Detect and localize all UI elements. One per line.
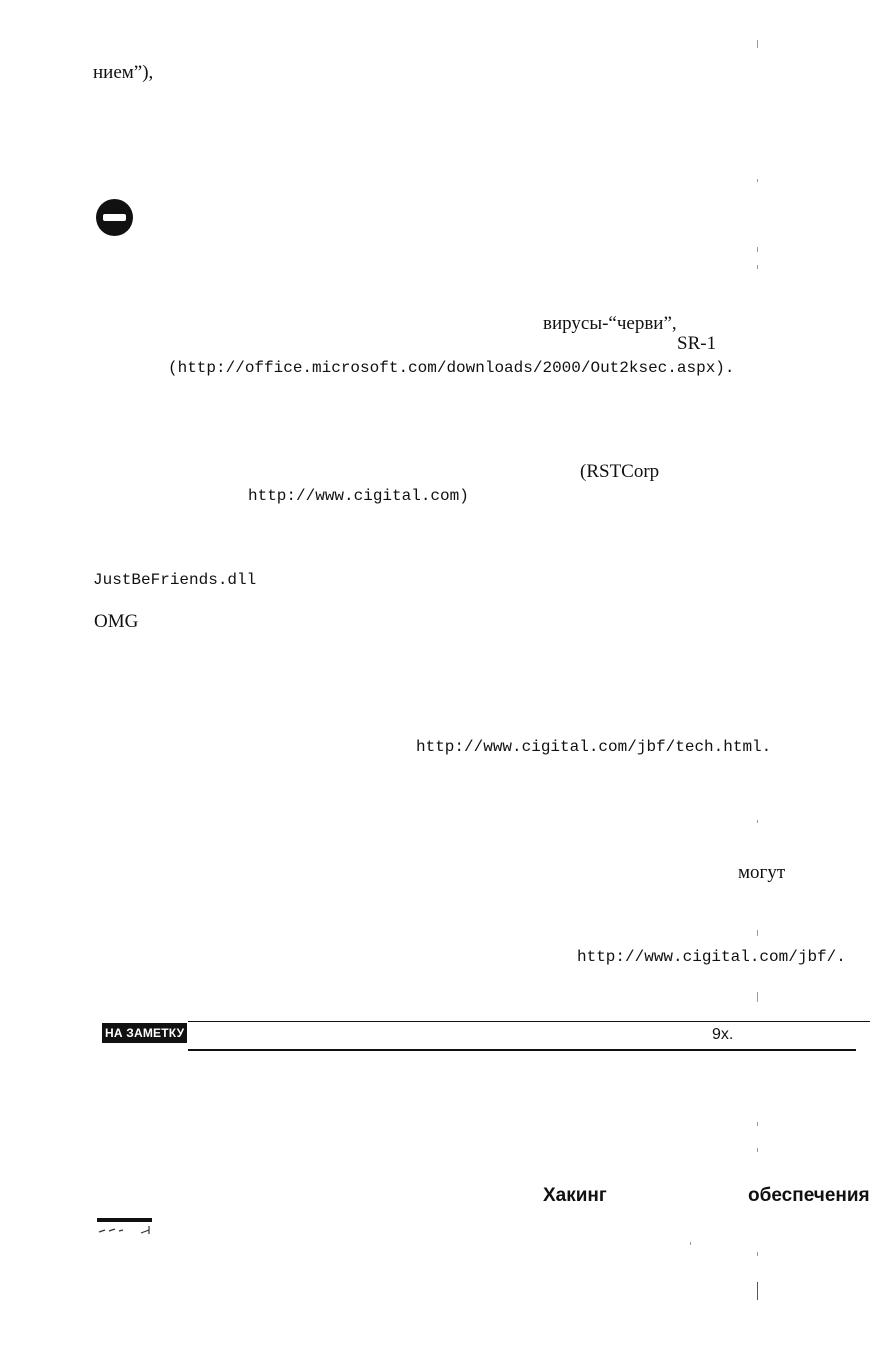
text-fragment: SR-1	[677, 333, 717, 354]
file-name: JustBeFriends.dll	[93, 571, 257, 589]
stop-icon	[96, 199, 133, 236]
note-badge: НА ЗАМЕТКУ	[102, 1023, 187, 1043]
text-fragment: нием”),	[93, 62, 154, 83]
scan-speck	[757, 820, 758, 823]
scan-speck	[757, 40, 758, 48]
scan-speck	[757, 992, 758, 1002]
text-fragment: (RSTCorp	[580, 461, 660, 482]
url-text: (http://office.microsoft.com/downloads/2000/Out2ksec.aspx).	[168, 359, 735, 377]
footer-title-word: обеспечения	[748, 1185, 870, 1206]
scan-speck	[757, 1122, 758, 1126]
text-fragment: вирусы-“черви”,	[543, 313, 677, 334]
scan-speck	[757, 930, 758, 936]
url-text: http://www.cigital.com)	[248, 487, 469, 505]
scan-speck	[757, 265, 758, 269]
url-text: http://www.cigital.com/jbf/tech.html.	[416, 738, 772, 756]
scan-speck	[690, 1242, 691, 1245]
text-fragment: OMG	[94, 611, 139, 632]
footer-title-word: Хакинг	[543, 1185, 607, 1206]
note-top-rule	[188, 1021, 870, 1022]
text-fragment: могут	[738, 862, 786, 883]
note-bottom-rule	[188, 1049, 856, 1051]
scan-speck	[757, 1148, 758, 1152]
scan-speck	[757, 1252, 758, 1256]
scan-speck	[757, 179, 758, 182]
page-number-mark	[97, 1218, 152, 1235]
scan-speck	[757, 1282, 758, 1300]
note-text: 9x.	[712, 1026, 734, 1043]
scan-speck	[757, 247, 758, 252]
url-text: http://www.cigital.com/jbf/.	[577, 948, 846, 966]
